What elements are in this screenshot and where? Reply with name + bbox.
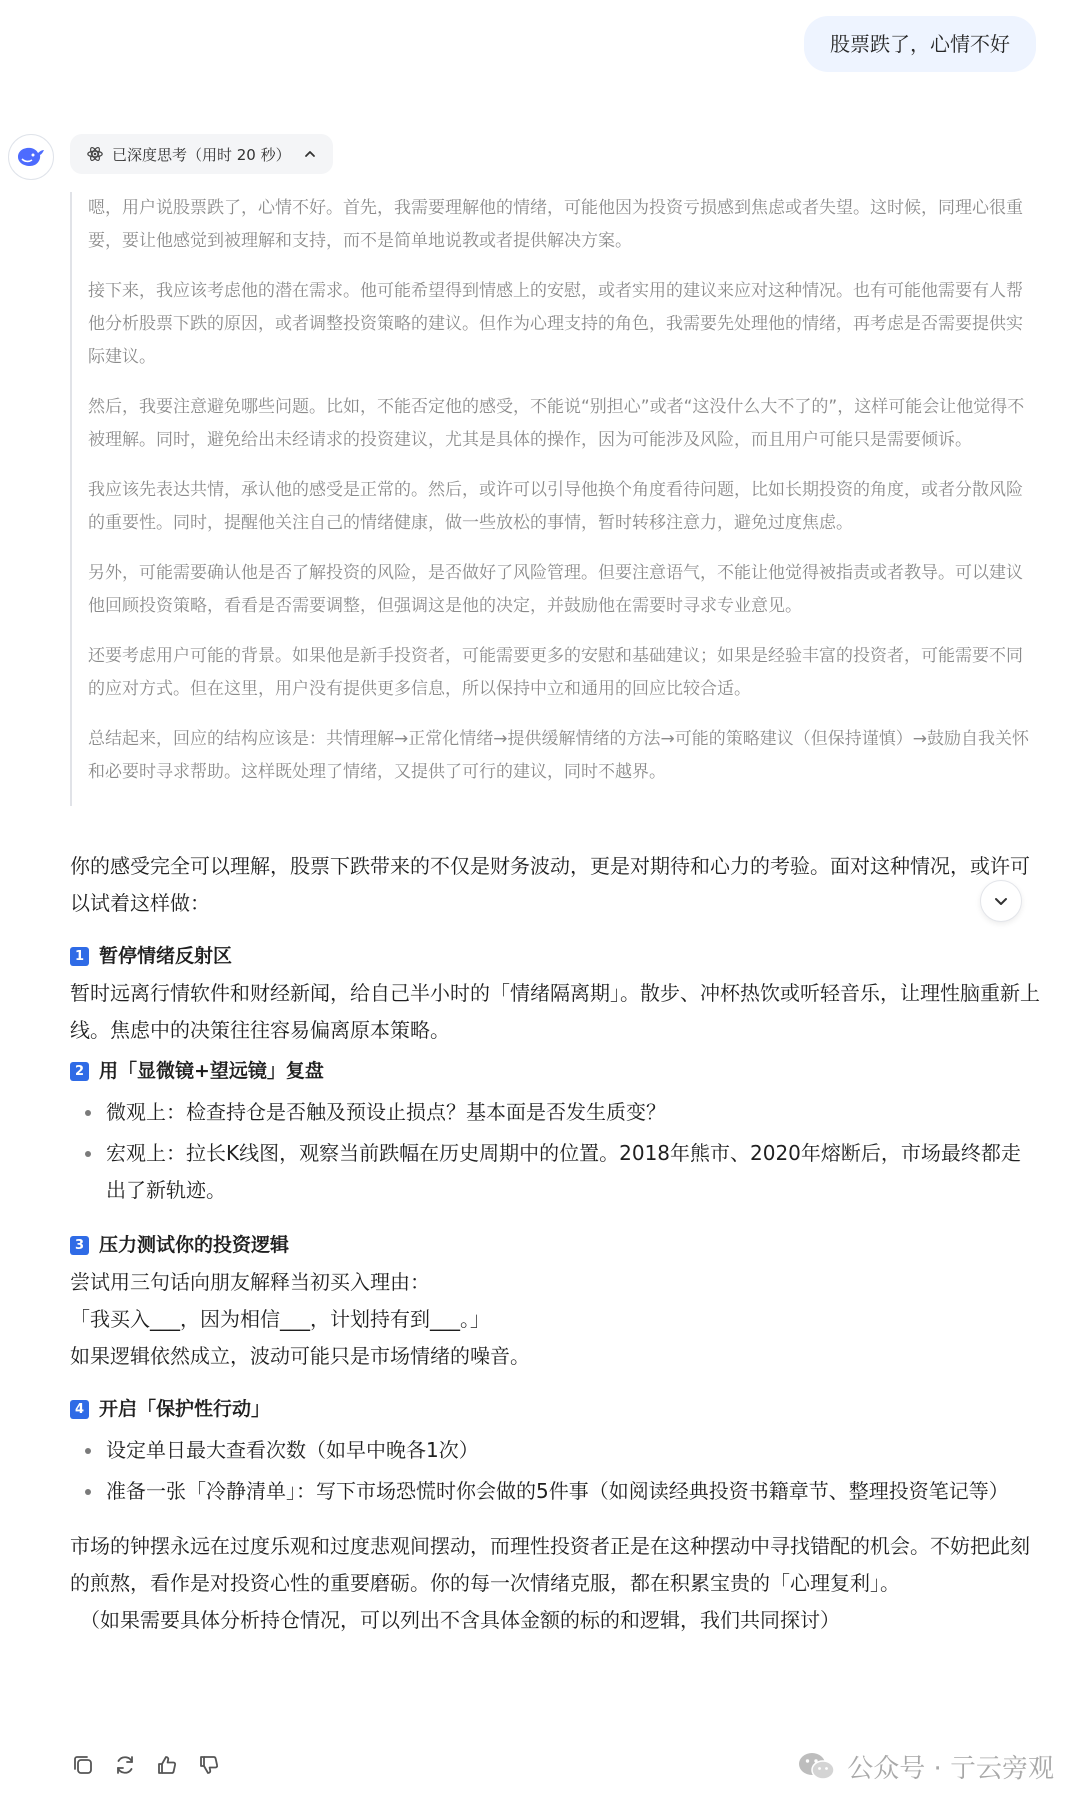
user-message-bubble: 股票跌了，心情不好 bbox=[804, 16, 1036, 72]
regenerate-icon bbox=[113, 1753, 137, 1777]
thinking-paragraph: 嗯，用户说股票跌了，心情不好。首先，我需要理解他的情绪，可能他因为投资亏损感到焦虑或者失望。这时候，同理心很重要，要让他感觉到被理解和支持，而不是简单地说教或者提供解决方案。 bbox=[88, 198, 1023, 251]
list-item: 准备一张「冷静清单」：写下市场恐慌时你会做的5件事（如阅读经典投资书籍章节、整理投资笔记等） bbox=[70, 1473, 1040, 1510]
bullet-list bbox=[70, 1432, 1040, 1510]
section-body: 暂时远离行情软件和财经新闻，给自己半小时的「情绪隔离期」。散步、冲杯热饮或听轻音乐，让理性脑重新上线。焦虑中的决策往往容易偏离原本策略。 bbox=[70, 981, 1040, 1042]
number-badge-icon: 4 bbox=[70, 1400, 89, 1419]
answer-closing: 市场的钟摆永远在过度乐观和过度悲观间摆动，而理性投资者正是在这种摆动中寻找错配的机会。不妨把此刻的煎熬，看作是对投资心性的重要磨砺。你的每一次情绪克服，都在积累宝贵的「心理复利」。 bbox=[70, 1534, 1030, 1595]
whale-logo-icon bbox=[16, 145, 46, 169]
atom-icon bbox=[86, 145, 104, 163]
thinking-paragraph: 我应该先表达共情，承认他的感受是正常的。然后，或许可以引导他换个角度看待问题，比如长期投资的角度，或者分散风险的重要性。同时，提醒他关注自己的情绪健康，做一些放松的事情，暂时转移注意力，避免过度焦虑。 bbox=[88, 480, 1023, 533]
section-body bbox=[70, 1264, 1040, 1375]
copy-icon bbox=[71, 1753, 95, 1777]
thumbs-down-button[interactable] bbox=[196, 1752, 222, 1778]
thinking-paragraph: 还要考虑用户可能的背景。如果他是新手投资者，可能需要更多的安慰和基础建议；如果是经验丰富的投资者，可能需要不同的应对方式。但在这里，用户没有提供更多信息，所以保持中立和通用的回应比较合适。 bbox=[88, 646, 1023, 699]
copy-button[interactable] bbox=[70, 1752, 96, 1778]
section-title-4 bbox=[70, 1391, 1040, 1428]
section-title-2 bbox=[70, 1053, 1040, 1090]
answer-intro: 你的感受完全可以理解，股票下跌带来的不仅是财务波动，更是对期待和心力的考验。面对这种情况，或许可以试着这样做： bbox=[70, 854, 1030, 915]
thinking-paragraph: 然后，我要注意避免哪些问题。比如，不能否定他的感受，不能说“别担心”或者“这没什么大不了的”，这样可能会让他觉得不被理解。同时，避免给出未经请求的投资建议，尤其是具体的操作，因为可能涉及风险，而且用户可能只是需要倾诉。 bbox=[88, 397, 1025, 450]
thinking-paragraph: 另外，可能需要确认他是否了解投资的风险，是否做好了风险管理。但要注意语气，不能让他觉得被指责或者教导。可以建议他回顾投资策略，看看是否需要调整，但强调这是他的决定，并鼓励他在需要时寻求专业意见。 bbox=[88, 563, 1023, 616]
assistant-answer bbox=[70, 848, 1040, 1639]
list-item: 微观上：检查持仓是否触及预设止损点？基本面是否发生质变？ bbox=[70, 1094, 1040, 1131]
section-title-3 bbox=[70, 1227, 1040, 1264]
bullet-list bbox=[70, 1094, 1040, 1209]
section-title-text: 用「显微镜+望远镜」复盘 bbox=[99, 1060, 324, 1082]
regenerate-button[interactable] bbox=[112, 1752, 138, 1778]
section-title-text: 暂停情绪反射区 bbox=[99, 945, 233, 967]
answer-note: （如果需要具体分析持仓情况，可以列出不含具体金额的标的和逻辑，我们共同探讨） bbox=[80, 1608, 840, 1632]
section-title-1 bbox=[70, 938, 1040, 975]
section-title-text: 开启「保护性行动」 bbox=[99, 1398, 271, 1420]
thinking-paragraph: 总结起来，回应的结构应该是：共情理解→正常化情绪→提供缓解情绪的方法→可能的策略建议（但保持谨慎）→鼓励自我关怀和必要时寻求帮助。这样既处理了情绪，又提供了可行的建议，同时不越界。 bbox=[88, 729, 1029, 782]
chevron-up-icon bbox=[303, 147, 317, 161]
thumbs-down-icon bbox=[197, 1753, 221, 1777]
number-badge-icon: 2 bbox=[70, 1062, 89, 1081]
assistant-avatar bbox=[8, 134, 54, 180]
number-badge-icon: 3 bbox=[70, 1236, 89, 1255]
section-line: 尝试用三句话向朋友解释当初买入理由： bbox=[70, 1270, 430, 1294]
deep-think-label: 已深度思考（用时 20 秒） bbox=[112, 145, 291, 164]
section-title-text: 压力测试你的投资逻辑 bbox=[99, 1234, 290, 1256]
list-item: 设定单日最大查看次数（如早中晚各1次） bbox=[70, 1432, 1040, 1469]
deep-think-toggle[interactable] bbox=[70, 134, 333, 174]
thinking-content bbox=[70, 192, 1036, 806]
scroll-to-bottom-button[interactable] bbox=[980, 880, 1022, 922]
chevron-down-icon bbox=[992, 892, 1010, 910]
message-actions bbox=[70, 1752, 222, 1778]
wechat-icon bbox=[797, 1750, 837, 1784]
number-badge-icon: 1 bbox=[70, 947, 89, 966]
list-item: 宏观上：拉长K线图，观察当前跌幅在历史周期中的位置。2018年熊市、2020年熔断后，市场最终都走出了新轨迹。 bbox=[70, 1135, 1040, 1209]
section-line: 「我买入___，因为相信___，计划持有到___。」 bbox=[70, 1307, 490, 1331]
thumbs-up-icon bbox=[155, 1753, 179, 1777]
wechat-watermark bbox=[797, 1748, 1054, 1785]
section-line: 如果逻辑依然成立，波动可能只是市场情绪的噪音。 bbox=[70, 1344, 530, 1368]
thumbs-up-button[interactable] bbox=[154, 1752, 180, 1778]
watermark-text: 公众号 · 亍云旁观 bbox=[847, 1754, 1054, 1784]
thinking-paragraph: 接下来，我应该考虑他的潜在需求。他可能希望得到情感上的安慰，或者实用的建议来应对这种情况。也有可能他需要有人帮他分析股票下跌的原因，或者调整投资策略的建议。但作为心理支持的角色，我需要先处理他的情绪，再考虑是否需要提供实际建议。 bbox=[88, 281, 1023, 367]
